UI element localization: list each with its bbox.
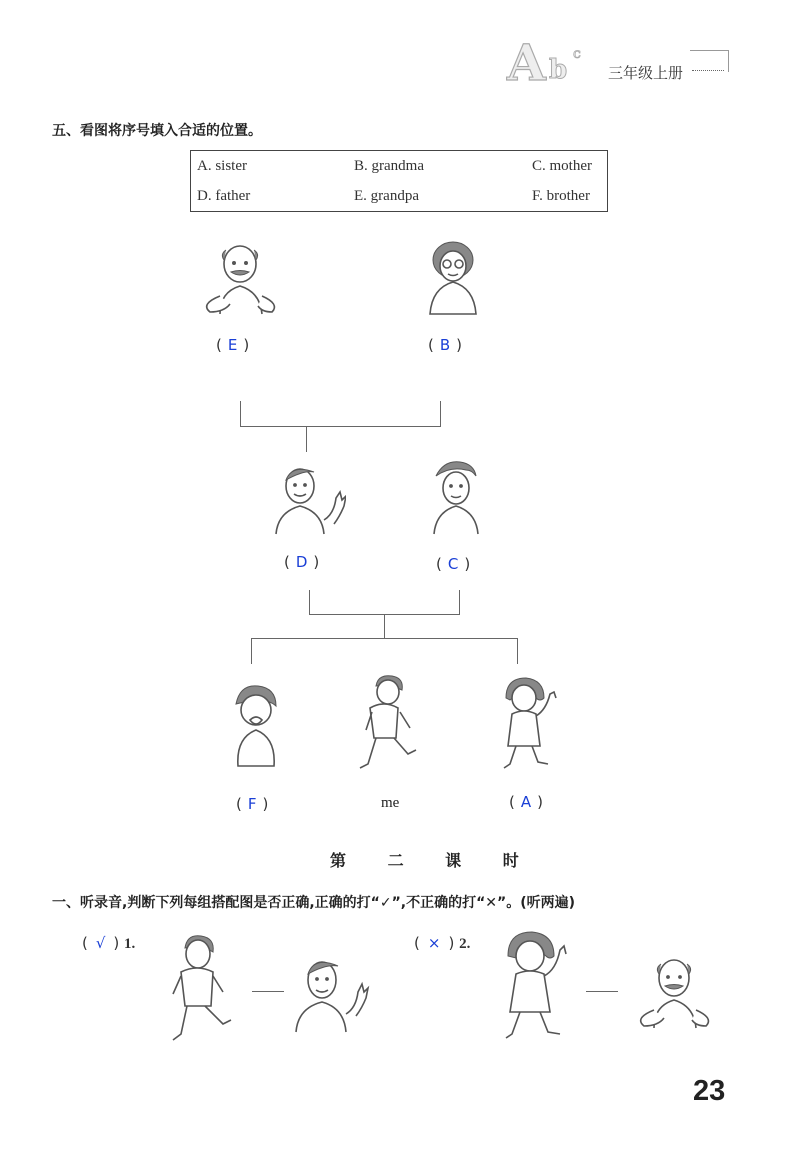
tree-line xyxy=(384,614,385,639)
abc-logo xyxy=(505,32,600,88)
section5-title: 五、看图将序号填入合适的位置。 xyxy=(52,123,262,139)
mother-figure xyxy=(424,458,492,536)
grandpa-arms-crossed-figure xyxy=(630,950,710,1030)
answer-sister: ( A ) xyxy=(509,793,543,811)
answer-father: ( D ) xyxy=(284,553,320,571)
tree-line xyxy=(440,401,441,427)
answer-mother: ( C ) xyxy=(436,555,471,573)
svg-text:b: b xyxy=(549,55,568,85)
tree-line xyxy=(309,590,310,615)
header-rule-vertical xyxy=(728,50,729,72)
answer-mark-2: × xyxy=(427,934,441,952)
boy-running-figure xyxy=(165,932,235,1050)
question-1: ( √ ) 1. xyxy=(82,934,136,952)
brother-figure xyxy=(226,682,286,768)
word-d: D. father xyxy=(197,188,251,204)
tree-line xyxy=(459,590,460,615)
tree-line xyxy=(306,426,307,452)
tree-line xyxy=(251,638,252,664)
tree-line xyxy=(240,401,241,427)
tree-line xyxy=(251,638,518,639)
answer-grandpa: ( E ) xyxy=(216,336,250,354)
tree-line xyxy=(517,638,518,664)
answer-mark-1: √ xyxy=(95,934,106,952)
answer-brother: ( F ) xyxy=(236,795,269,813)
sister-figure xyxy=(498,676,560,774)
section1-title: 一、听录音,判断下列每组搭配图是否正确,正确的打“✓”,不正确的打“✕”。(听两遍) xyxy=(52,895,576,911)
grandpa-figure xyxy=(198,236,280,316)
svg-text:c: c xyxy=(573,46,581,62)
word-f: F. brother xyxy=(532,188,590,204)
me-label: me xyxy=(381,795,400,811)
book-label: 三年级上册 xyxy=(608,64,684,82)
match-dash xyxy=(586,991,618,992)
word-b: B. grandma xyxy=(354,158,424,174)
tree-line xyxy=(240,426,441,427)
header-rule xyxy=(690,50,728,51)
word-c: C. mother xyxy=(532,158,592,174)
match-dash xyxy=(252,991,284,992)
lesson-title: 第 二 课 时 xyxy=(330,851,537,870)
word-e: E. grandpa xyxy=(354,188,419,204)
word-a: A. sister xyxy=(197,158,247,174)
girl-waving-figure xyxy=(500,930,572,1050)
father-figure xyxy=(270,458,346,536)
header-dotted-rule xyxy=(692,70,724,71)
father-waving-figure xyxy=(292,950,370,1034)
svg-text:A: A xyxy=(507,33,546,88)
grandma-figure xyxy=(412,236,494,316)
word-bank xyxy=(190,150,608,212)
page-number: 23 xyxy=(693,1075,726,1107)
question-2: ( × ) 2. xyxy=(414,934,471,952)
answer-grandma: ( B ) xyxy=(428,336,463,354)
me-figure xyxy=(356,672,420,778)
